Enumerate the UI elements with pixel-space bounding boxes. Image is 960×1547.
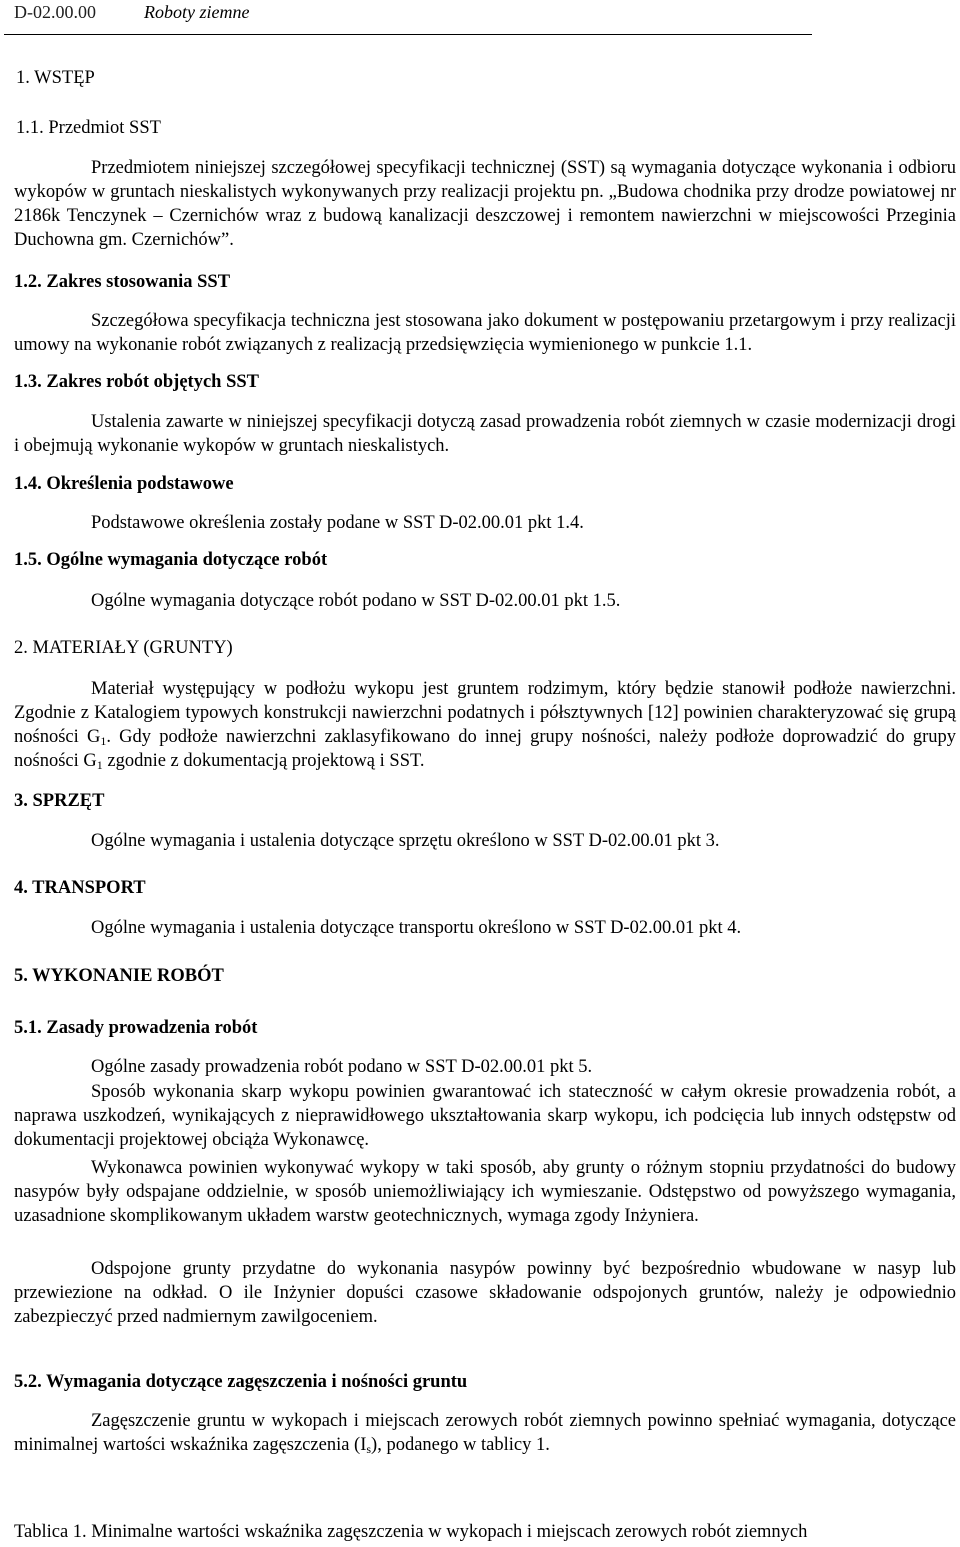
section-5-1-p2: Sposób wykonania skarp wykopu powinien gwarantować ich stateczność w całym okresie prowadzenia robót, a naprawa uszkodzeń, wynikających z nieprawidłowego ukształtowania skarp wykopu, ich podcięcia lub innych odstępstw od dokumentacji projektowej obciąża Wykonawcę.: [14, 1082, 956, 1150]
section-1-4-text: Podstawowe określenia zostały podane w SST D-02.00.01 pkt 1.4.: [91, 513, 584, 533]
section-1-1-heading: 1.1. Przedmiot SST: [16, 118, 161, 138]
section-3-heading: 3. SPRZĘT: [14, 791, 105, 811]
document-code: D-02.00.00: [14, 2, 96, 22]
section-5-1-p1: Ogólne zasady prowadzenia robót podano w SST D-02.00.01 pkt 5.: [91, 1057, 593, 1077]
section-5-1-p4: Odspojone grunty przydatne do wykonania nasypów powinny być bezpośrednio wbudowane w nasyp lub przewiezione na odkład. O ile Inżynier dopuści czasowe składowanie odspojonych gruntów, należy je odpowiednio zabezpieczyć przed nadmiernym zawilgoceniem.: [14, 1259, 956, 1327]
section-1-1-text: Przedmiotem niniejszej szczegółowej specyfikacji technicznej (SST) są wymagania dotyczące wykonania i odbioru wykopów w gruntach nieskalistych wykonywanych przy realizacji projektu pn. „Budowa chodnika przy drodze powiatowej nr 2186k Tenczynek – Czernichów wraz z budową kanalizacji deszczowej i remontem nawierzchni w miejscowości Przeginia Duchowna gm. Czernichów”.: [14, 158, 956, 250]
section-1-2-heading: 1.2. Zakres stosowania SST: [14, 272, 231, 292]
section-4-text: Ogólne wymagania i ustalenia dotyczące transportu określono w SST D-02.00.01 pkt 4.: [91, 918, 742, 938]
section-3-text: Ogólne wymagania i ustalenia dotyczące sprzętu określono w SST D-02.00.01 pkt 3.: [91, 831, 720, 851]
section-1-3-text: Ustalenia zawarte w niniejszej specyfikacji dotyczą zasad prowadzenia robót ziemnych w czasie modernizacji drogi i obejmują wykonanie wykopów w gruntach nieskalistych.: [14, 412, 956, 456]
section-5-1-p3: Wykonawca powinien wykonywać wykopy w taki sposób, aby grunty o różnym stopniu przydatności do budowy nasypów były odspajane oddzielnie, w sposób uniemożliwiający ich wymieszanie. Odstępstwo od powyższego wymagania, uzasadnione skomplikowanym układem warstw geotechnicznych, wymaga zgody Inżyniera.: [14, 1158, 956, 1226]
section-2-heading: 2. MATERIAŁY (GRUNTY): [14, 638, 233, 658]
subscript-s: s: [366, 1442, 372, 1456]
section-5-2-text: Zagęszczenie gruntu w wykopach i miejscach zerowych robót ziemnych powinno spełniać wymagania, dotyczące minimalnej wartości wskaźnika zagęszczenia $(I_s)$, podanego w tablicy 1.: [14, 1411, 956, 1456]
section-5-heading: 5. WYKONANIE ROBÓT: [14, 966, 224, 986]
section-1-4-heading: 1.4. Określenia podstawowe: [14, 474, 234, 494]
subscript-1b: 1: [96, 758, 103, 772]
section-1-heading: 1. WSTĘP: [16, 68, 95, 88]
header-divider: [4, 34, 812, 35]
section-1-5-heading: 1.5. Ogólne wymagania dotyczące robót: [14, 550, 328, 570]
table-caption: Tablica 1. Minimalne wartości wskaźnika zagęszczenia w wykopach i miejscach zerowych robót ziemnych: [14, 1522, 808, 1542]
page-header: [14, 2, 814, 23]
section-4-heading: 4. TRANSPORT: [14, 878, 146, 898]
document-title: Roboty ziemne: [144, 2, 250, 22]
section-2-text: Materiał występujący w podłożu wykopu jest gruntem rodzimym, który będzie stanowił podłoże nawierzchni. Zgodnie z Katalogiem typowych konstrukcji nawierzchni podatnych i półsztywnych [12] powinien charakteryzować się grupą nośności $G_1$. Gdy podłoże nawierzchni zaklasyfikowano do innej grupy nośności, należy podłoże doprowadzić do grupy nośności $G_1$ zgodnie z dokumentacją projektową i SST.: [14, 679, 956, 772]
section-5-1-heading: 5.1. Zasady prowadzenia robót: [14, 1018, 258, 1038]
section-1-3-heading: 1.3. Zakres robót objętych SST: [14, 372, 259, 392]
subscript-1: 1: [100, 734, 107, 748]
section-1-2-text: Szczegółowa specyfikacja techniczna jest stosowana jako dokument w postępowaniu przetargowym i przy realizacji umowy na wykonanie robót związanych z realizacją przedsięwzięcia wymienionego w punkcie 1.1.: [14, 311, 956, 355]
section-5-2-heading: 5.2. Wymagania dotyczące zagęszczenia i nośności gruntu: [14, 1372, 468, 1392]
section-1-5-text: Ogólne wymagania dotyczące robót podano w SST D-02.00.01 pkt 1.5.: [91, 591, 621, 611]
